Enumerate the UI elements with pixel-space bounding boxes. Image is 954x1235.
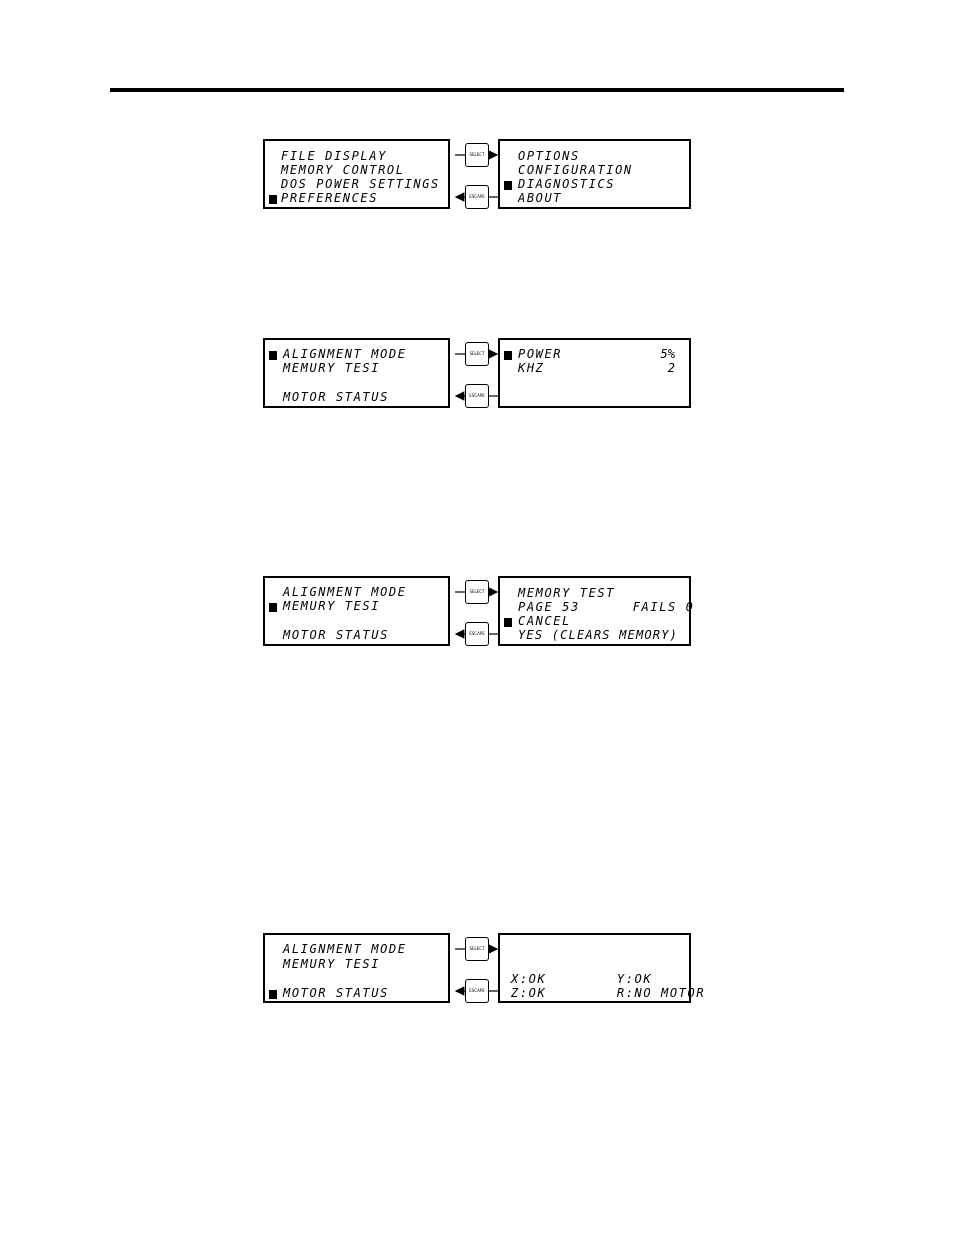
escape-button[interactable]: ESCAPE [465,384,489,408]
lcd-line: ALIGNMENT MODE [283,347,407,361]
lcd-line: OPTIONS [518,149,580,163]
lcd-line: YES (CLEARS MEMORY) [518,628,679,642]
lcd-line: MEMURY TESI [283,957,381,971]
lcd-line: ALIGNMENT MODE [283,942,407,956]
escape-button[interactable]: ESCAPE [465,185,489,209]
lcd-line: DIAGNOSTICS [518,177,616,191]
lcd-line: PREFERENCES [281,191,379,205]
lcd-line: MOTOR STATUS [283,390,389,404]
lcd-line: MEMORY CONTROL [281,163,405,177]
lcd-line: FILE DISPLAY [281,149,387,163]
lcd-line: Z:OK R:NO MOTOR [511,986,706,1000]
khz-value: 2 [667,361,675,375]
lcd-line: MEMURY TESI [283,599,381,613]
lcd-line: DOS POWER SETTINGS [281,177,440,191]
lcd-line: ALIGNMENT MODE [283,585,407,599]
select-button[interactable]: SELECT [465,937,489,961]
lcd-line: MEMURY TESI [283,361,381,375]
lcd-line: CONFIGURATION [518,163,633,177]
lcd-line: CANCEL [518,614,571,628]
escape-button[interactable]: ESCAPE [465,979,489,1003]
lcd-line: X:OK Y:OK [511,972,653,986]
select-button[interactable]: SELECT [465,143,489,167]
lcd-line: MOTOR STATUS [283,986,389,1000]
select-button[interactable]: SELECT [465,580,489,604]
lcd-line: ABOUT [518,191,563,205]
power-value: 5% [660,347,675,361]
lcd-line: PAGE 53 FAILS 0 [518,600,695,614]
lcd-line: KHZ [518,361,545,375]
lcd-line: MOTOR STATUS [283,628,389,642]
lcd-line: POWER [518,347,563,361]
select-button[interactable]: SELECT [465,342,489,366]
escape-button[interactable]: ESCAPE [465,622,489,646]
lcd-line: MEMORY TEST [518,586,616,600]
